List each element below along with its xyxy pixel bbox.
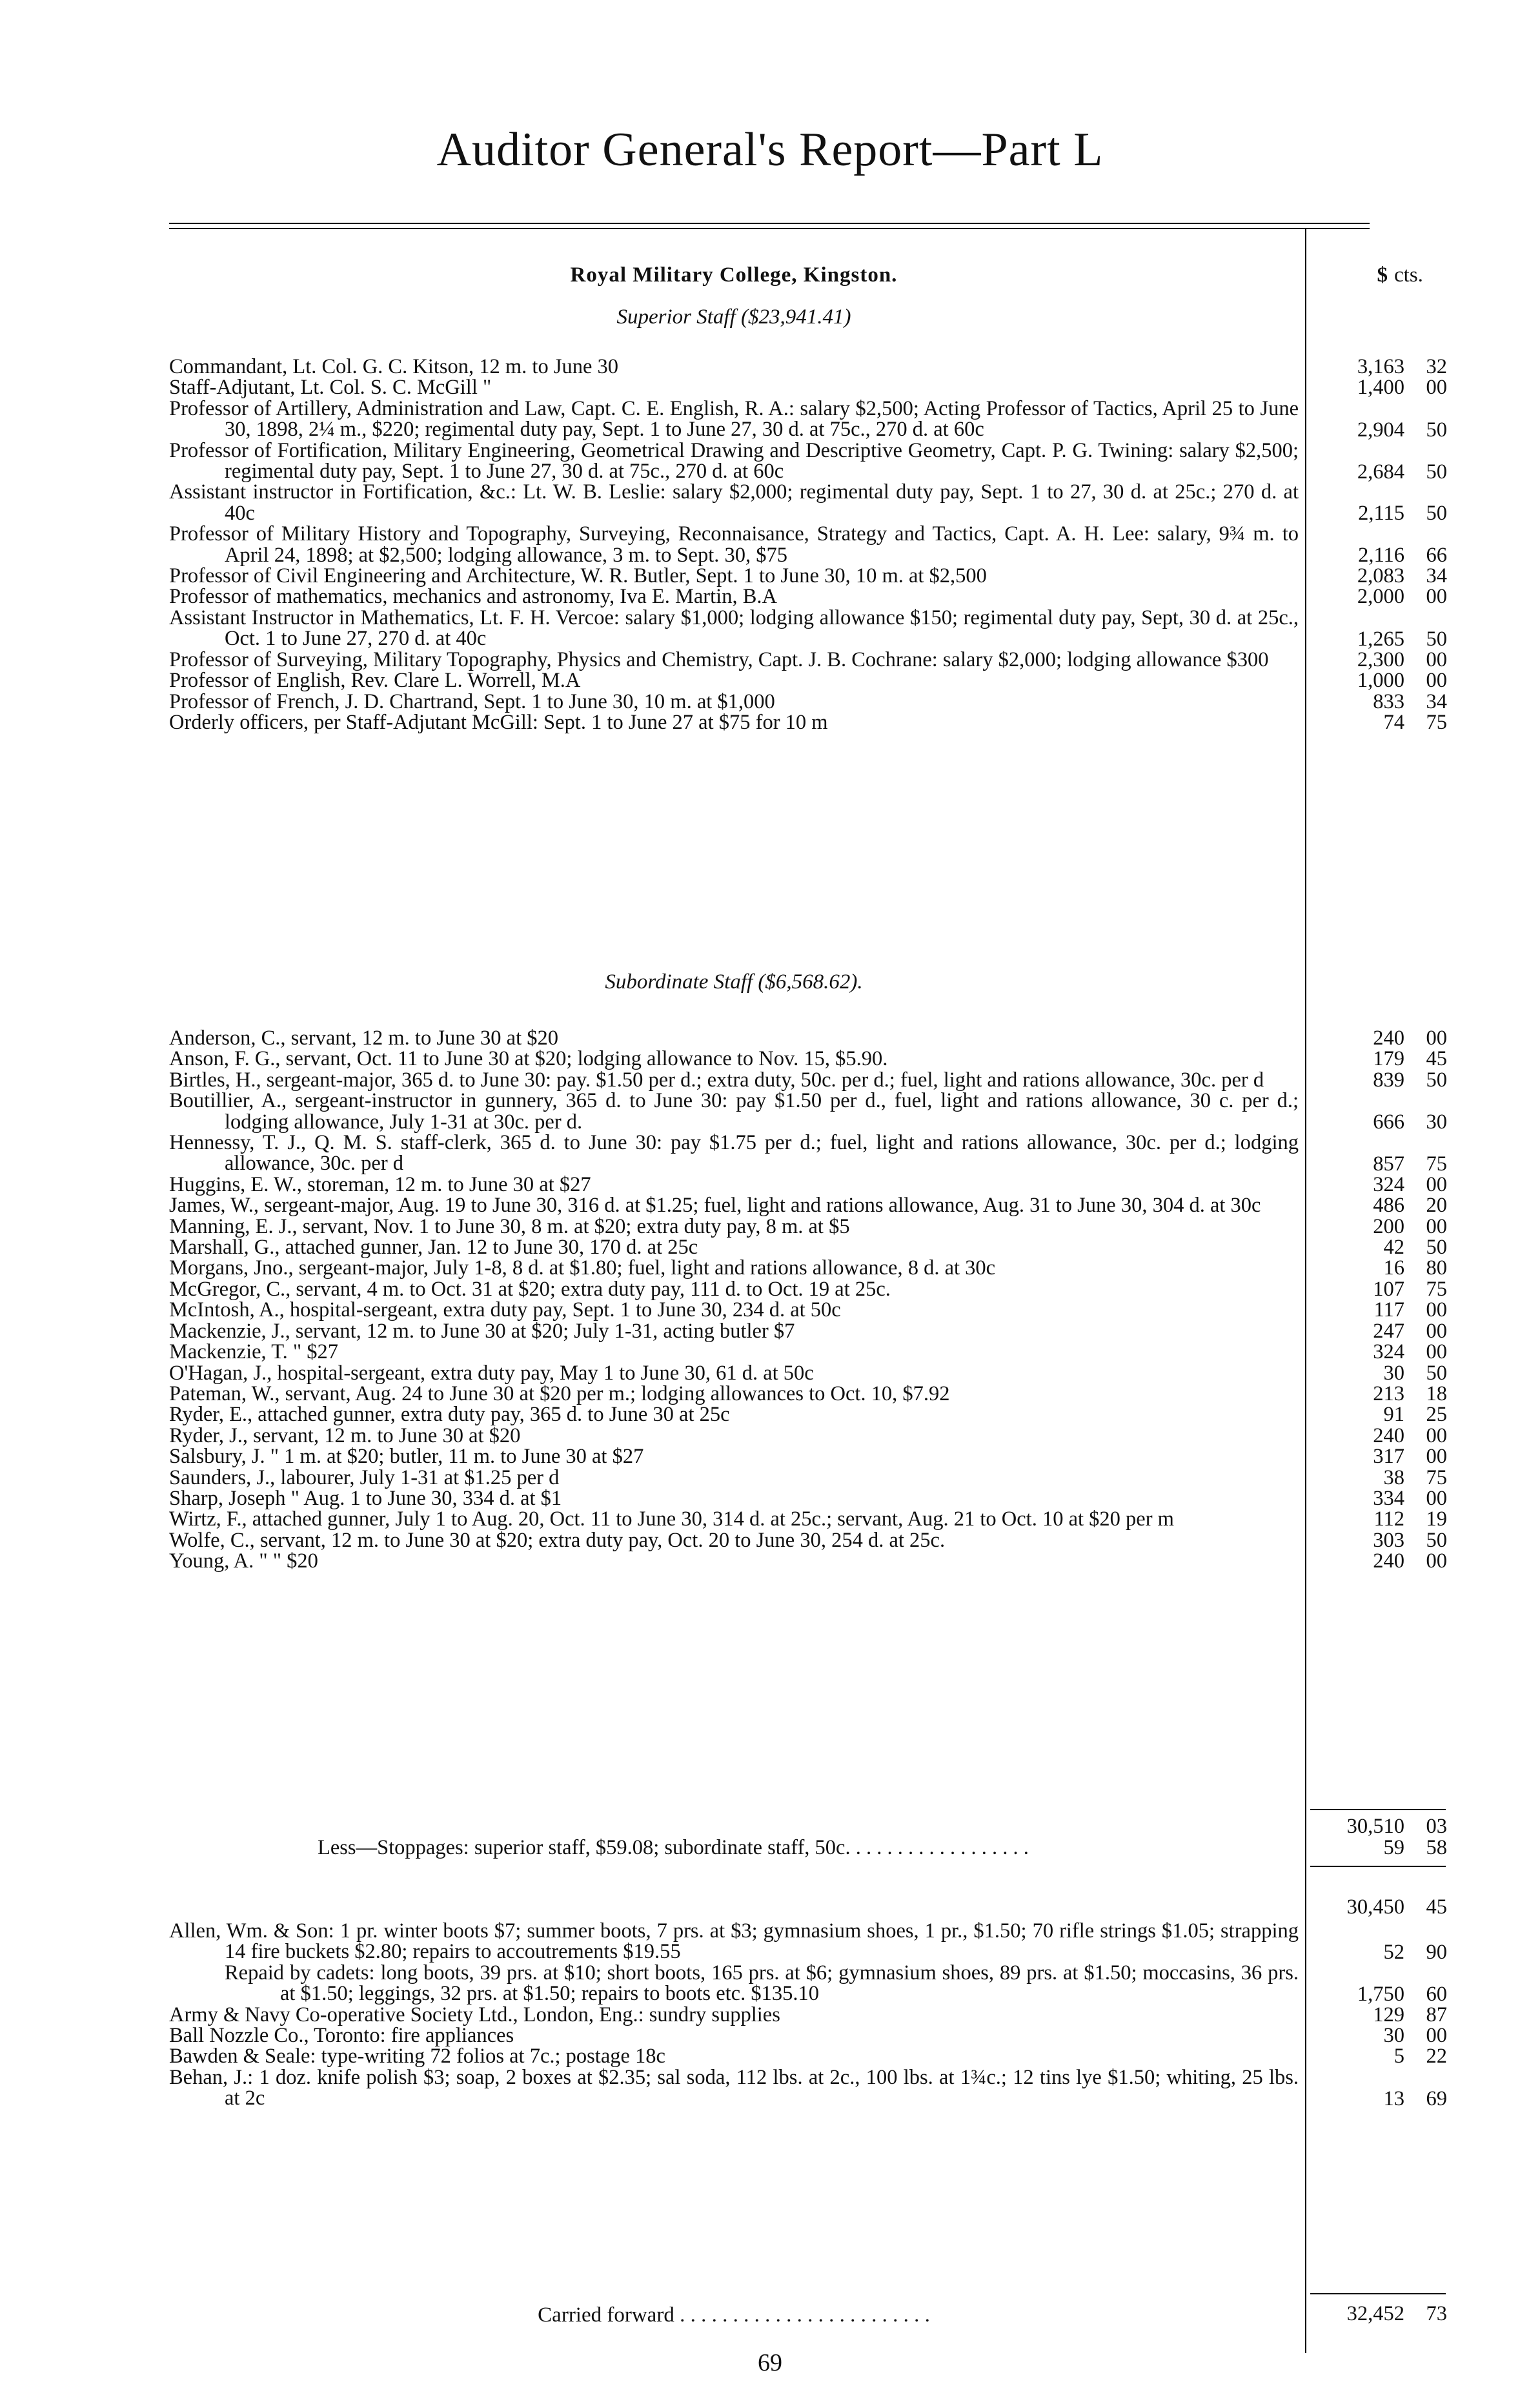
- entry-cents: 00: [1426, 584, 1447, 608]
- entry-amount: [1373, 1425, 1447, 1446]
- entry-amount: [1384, 1942, 1448, 1963]
- ledger-entry: [169, 356, 1299, 377]
- entry-dollars: 2,000: [1357, 584, 1404, 608]
- entry-text: Ball Nozzle Co., Toronto: fire appliances: [169, 2024, 514, 2048]
- entry-dollars: 1,750: [1357, 1982, 1404, 2006]
- entry-dollars: 2,083: [1357, 564, 1404, 587]
- entry-dollars: 1,000: [1357, 668, 1404, 692]
- entry-text: Staff-Adjutant, Lt. Col. S. C. McGill ": [169, 376, 492, 400]
- entry-cents: 50: [1426, 1361, 1447, 1385]
- entry-text: Anson, F. G., servant, Oct. 11 to June 30 at $20; lodging allowance to Nov. 15, $5.90.: [169, 1047, 888, 1071]
- entry-dollars: 833: [1373, 689, 1404, 713]
- entry-cents: 00: [1426, 2023, 1447, 2047]
- entry-amount: [1373, 1551, 1447, 1571]
- entry-dollars: 839: [1373, 1068, 1404, 1092]
- entry-amount: [1357, 462, 1447, 482]
- ledger-entry: [169, 1070, 1299, 1090]
- entry-amount: [1373, 1530, 1447, 1551]
- entry-amount: [1373, 1028, 1447, 1048]
- dot-leader: . . . . . . . . . . . . . . . . . . . . . . . .: [674, 2303, 930, 2327]
- entry-amount: [1358, 503, 1447, 524]
- entry-amount: [1384, 1363, 1448, 1383]
- stoppages-dollars: 59: [1383, 1836, 1404, 1859]
- entry-text: McIntosh, A., hospital-sergeant, extra duty pay, Sept. 1 to June 30, 234 d. at 50c: [169, 1298, 841, 1322]
- subordinate-staff-list: [169, 1028, 1299, 1572]
- entry-text: Professor of mathematics, mechanics and astronomy, Iva E. Martin, B.A: [169, 585, 777, 609]
- entry-amount: [1357, 670, 1447, 691]
- ledger-entry: [169, 1342, 1299, 1362]
- entry-amount: [1373, 1488, 1447, 1509]
- entry-text: Bawden & Seale: type-writing 72 folios at 7c.; postage 18c: [169, 2045, 665, 2068]
- dot-leader: . . . . . . . . . . . . . . . . .: [850, 1836, 1029, 1859]
- entry-text: Allen, Wm. & Son: 1 pr. winter boots $7; summer boots, 7 prs. at $3; gymnasium shoes, 1 pr., $1.50; 70 rifle strings $1.05; strapping 14 fire buckets $2.80; repairs to accoutrements $19.55: [169, 1919, 1299, 1964]
- ledger-entry: [169, 1195, 1299, 1216]
- entry-cents: 66: [1426, 543, 1447, 567]
- entry-amount: [1384, 2088, 1448, 2109]
- ledger-entry: [169, 1048, 1299, 1069]
- entry-cents: 75: [1426, 1465, 1447, 1489]
- entry-cents: 80: [1426, 1256, 1447, 1280]
- subtotal-dollars: 30,510: [1346, 1815, 1404, 1838]
- ledger-entry: [169, 1383, 1299, 1404]
- entry-cents: 00: [1426, 1444, 1447, 1468]
- entry-dollars: 129: [1373, 2003, 1404, 2026]
- entry-cents: 50: [1426, 1235, 1447, 1259]
- entry-amount: [1357, 629, 1447, 649]
- entry-dollars: 200: [1373, 1214, 1404, 1238]
- entry-dollars: 112: [1373, 1507, 1404, 1531]
- entry-amount: [1373, 1446, 1447, 1467]
- ledger-entry: [169, 1321, 1299, 1342]
- net-cents: 45: [1426, 1895, 1447, 1919]
- entry-text: Huggins, E. W., storeman, 12 m. to June 30 at $27: [169, 1172, 591, 1196]
- entry-amount: [1373, 691, 1447, 712]
- entry-cents: 45: [1426, 1046, 1447, 1070]
- entry-dollars: 2,115: [1358, 501, 1404, 525]
- entry-dollars: 1,400: [1357, 375, 1404, 399]
- entry-text: Marshall, G., attached gunner, Jan. 12 to June 30, 170 d. at 25c: [169, 1236, 698, 1260]
- entry-cents: 34: [1426, 564, 1447, 587]
- entry-dollars: 30: [1383, 2023, 1404, 2047]
- entry-cents: 18: [1426, 1382, 1447, 1405]
- entry-dollars: 117: [1373, 1298, 1404, 1321]
- ledger-entry: [169, 440, 1299, 482]
- entry-amount: [1357, 586, 1447, 607]
- entry-dollars: 52: [1383, 1940, 1404, 1964]
- entry-text: Saunders, J., labourer, July 1-31 at $1.25 per d: [169, 1465, 560, 1489]
- entry-cents: 75: [1426, 1277, 1447, 1301]
- entry-dollars: 2,904: [1357, 418, 1404, 442]
- subordinate-staff-subtitle: Subordinate Staff ($6,568.62).: [605, 970, 863, 994]
- entry-cents: 22: [1426, 2044, 1447, 2068]
- entry-cents: 00: [1426, 1549, 1447, 1573]
- ledger-entry: [169, 1258, 1299, 1278]
- entry-text: Mackenzie, T. " $27: [169, 1340, 339, 1364]
- ledger-entry: [169, 586, 1299, 607]
- entry-amount: [1373, 1070, 1447, 1090]
- superior-staff-subtitle: Superior Staff ($23,941.41): [616, 305, 851, 329]
- entry-text: Wirtz, F., attached gunner, July 1 to Aug. 20, Oct. 11 to June 30, 314 d. at 25c.; servant, Aug. 21 to Oct. 10 at $20 per m: [169, 1507, 1174, 1531]
- entry-dollars: 334: [1373, 1486, 1404, 1510]
- entry-amount: [1373, 1321, 1447, 1342]
- entry-text: Morgans, Jno., sergeant-major, July 1-8, 8 d. at $1.80; fuel, light and rations allowance, 8 d. at 30c: [169, 1256, 996, 1280]
- entry-amount: [1373, 1216, 1447, 1237]
- entry-cents: 75: [1426, 1152, 1447, 1176]
- entry-text: Boutillier, A., sergeant-instructor in gunnery, 365 d. to June 30: pay $1.50 per d., fuel, light and rations allowance, 30 c. per d.; lodging allowance, July 1-31 at 30c. per d.: [169, 1089, 1299, 1134]
- entry-text: O'Hagan, J., hospital-sergeant, extra duty pay, May 1 to June 30, 61 d. at 50c: [169, 1361, 814, 1385]
- entry-cents: 20: [1426, 1193, 1447, 1217]
- ledger-entry: [169, 607, 1299, 649]
- entry-amount: [1358, 545, 1447, 566]
- entry-text: Professor of Civil Engineering and Architecture, W. R. Butler, Sept. 1 to June 30, 10 m. at $2,500: [169, 564, 987, 588]
- entry-dollars: 3,163: [1357, 354, 1404, 378]
- entry-amount: [1384, 1237, 1448, 1258]
- entry-text: Professor of Fortification, Military Engineering, Geometrical Drawing and Descriptive Geometry, Capt. P. G. Twining: salary $2,500; regimental duty pay, Sept. 1 to June 27, 30 d. at 75c., 270 d. at 60c: [169, 438, 1299, 484]
- entry-cents: 50: [1426, 501, 1447, 525]
- entry-dollars: 324: [1373, 1172, 1404, 1196]
- ledger-entry: [169, 1028, 1299, 1048]
- carried-forward-row: [169, 2303, 1299, 2327]
- entry-text: Young, A. " " $20: [169, 1549, 318, 1573]
- ledger-entry: [169, 691, 1299, 712]
- entry-amount: [1357, 377, 1447, 398]
- ledger-entry: [169, 482, 1299, 524]
- entry-text: Salsbury, J. " 1 m. at $20; butler, 11 m. to June 30 at $27: [169, 1445, 644, 1469]
- header-rule-top: [169, 223, 1370, 224]
- entry-text: Professor of Military History and Topography, Surveying, Reconnaisance, Strategy and Tactics, Capt. A. H. Lee: salary, 9¾ m. to April 24, 1898; at $2,500; lodging allowance, 3 m. to Sept. 30, $75: [169, 522, 1299, 567]
- entry-amount: [1373, 1300, 1447, 1320]
- entry-amount: [1357, 420, 1447, 440]
- entry-cents: 00: [1426, 1214, 1447, 1238]
- entry-cents: 00: [1426, 648, 1447, 671]
- entry-cents: 00: [1426, 1340, 1447, 1363]
- entry-text: Army & Navy Co-operative Society Ltd., London, Eng.: sundry supplies: [169, 2003, 780, 2026]
- entry-dollars: 16: [1383, 1256, 1404, 1280]
- entry-text: Mackenzie, J., servant, 12 m. to June 30 at $20; July 1-31, acting butler $7: [169, 1319, 795, 1343]
- entry-dollars: 13: [1383, 2087, 1404, 2110]
- entry-amount: [1373, 1279, 1447, 1300]
- entry-cents: 60: [1426, 1982, 1447, 2006]
- ledger-entry: [169, 2025, 1299, 2046]
- ledger-entry: [169, 1921, 1299, 1963]
- entry-amount: [1373, 2005, 1447, 2025]
- entry-amount: [1373, 1048, 1447, 1069]
- entry-amount: [1357, 649, 1447, 670]
- carried-rule: [1310, 2293, 1446, 2294]
- entry-cents: 00: [1426, 1423, 1447, 1447]
- entry-cents: 50: [1426, 1068, 1447, 1092]
- entry-text: Birtles, H., sergeant-major, 365 d. to June 30: pay. $1.50 per d.; extra duty, 50c. per d.; fuel, light and rations allowance, 30c. per d: [169, 1068, 1264, 1092]
- ledger-entry: [169, 670, 1299, 691]
- ledger-entry: [169, 2005, 1299, 2025]
- ledger-entry: [169, 1509, 1299, 1529]
- entry-dollars: 317: [1373, 1444, 1404, 1468]
- entry-cents: 25: [1426, 1402, 1447, 1426]
- entry-amount: [1357, 1984, 1447, 2005]
- superior-staff-list: [169, 356, 1299, 733]
- carried-cents: 73: [1426, 2302, 1447, 2325]
- entry-text: Assistant instructor in Fortification, &c.: Lt. W. B. Leslie: salary $2,000; regimental duty pay, Sept. 1 to 27, 30 d. at 25c.; 270 d. at 40c: [169, 480, 1299, 525]
- entry-dollars: 486: [1373, 1193, 1404, 1217]
- entry-cents: 00: [1426, 1486, 1447, 1510]
- ledger-entry: [169, 2046, 1299, 2066]
- entry-dollars: 2,300: [1357, 648, 1404, 671]
- entry-amount: [1373, 1174, 1447, 1195]
- entry-amount: [1384, 1258, 1448, 1278]
- entry-dollars: 240: [1373, 1423, 1404, 1447]
- ledger-entry: [169, 649, 1299, 670]
- entry-text: Anderson, C., servant, 12 m. to June 30 at $20: [169, 1026, 558, 1050]
- entry-dollars: 1,265: [1357, 627, 1404, 651]
- entry-dollars: 324: [1373, 1340, 1404, 1363]
- entry-cents: 00: [1426, 1026, 1447, 1050]
- subtotal-rule: [1310, 1809, 1446, 1810]
- ledger-entry: [169, 1279, 1299, 1300]
- entry-cents: 00: [1426, 375, 1447, 399]
- entry-amount: [1373, 1509, 1447, 1529]
- ledger-entry: [169, 1488, 1299, 1509]
- amount-column-rule: [1305, 229, 1306, 2353]
- stoppages-cents: 58: [1426, 1836, 1447, 1859]
- entry-text: Manning, E. J., servant, Nov. 1 to June 30, 8 m. at $20; extra duty pay, 8 m. at $5: [169, 1214, 850, 1238]
- entry-dollars: 91: [1383, 1402, 1404, 1426]
- entry-cents: 75: [1426, 710, 1447, 734]
- entry-dollars: 240: [1373, 1549, 1404, 1573]
- entry-text: Professor of English, Rev. Clare L. Worrell, M.A: [169, 669, 581, 693]
- net-rule: [1310, 1866, 1446, 1867]
- stoppages-text: Less—Stoppages: superior staff, $59.08; subordinate staff, 50c.: [318, 1836, 851, 1859]
- entry-dollars: 5: [1393, 2044, 1404, 2068]
- entry-text: Wolfe, C., servant, 12 m. to June 30 at $20; extra duty pay, Oct. 20 to June 30, 254 d. at 25c.: [169, 1528, 946, 1552]
- entry-dollars: 303: [1373, 1528, 1404, 1552]
- entry-amount: [1384, 2025, 1448, 2046]
- entry-cents: 50: [1426, 460, 1447, 484]
- entry-dollars: 107: [1373, 1277, 1404, 1301]
- section-title: Royal Military College, Kingston.: [570, 263, 898, 287]
- ledger-entry: [169, 1530, 1299, 1551]
- ledger-entry: [169, 1132, 1299, 1174]
- header-rule-bottom: [169, 228, 1370, 229]
- entry-cents: 19: [1426, 1507, 1447, 1531]
- entry-amount: [1373, 1342, 1447, 1362]
- subtotal-cents: 03: [1426, 1815, 1447, 1838]
- dollars-column-header: $: [1377, 263, 1388, 287]
- ledger-entry: [169, 1300, 1299, 1320]
- ledger-entry: [169, 1237, 1299, 1258]
- ledger-entry: [169, 712, 1299, 733]
- entry-cents: 90: [1426, 1940, 1447, 1964]
- entry-text: McGregor, C., servant, 4 m. to Oct. 31 at $20; extra duty pay, 111 d. to Oct. 19 at 25c.: [169, 1277, 891, 1301]
- ledger-entry: [169, 1363, 1299, 1383]
- entry-text: Commandant, Lt. Col. G. C. Kitson, 12 m. to June 30: [169, 355, 619, 378]
- stoppages-row: [169, 1837, 1299, 1858]
- ledger-entry: [169, 1425, 1299, 1446]
- other-expenses-list: [169, 1921, 1299, 2109]
- entry-cents: 00: [1426, 1298, 1447, 1321]
- entry-cents: 00: [1426, 1172, 1447, 1196]
- entry-text: Professor of Artillery, Administration and Law, Capt. C. E. English, R. A.: salary $2,500; Acting Professor of Tactics, April 25 to June 30, 1898, 2¼ m., $220; regimental duty pay, Sept. 1 to June 27, 30 d. at 75c., 270 d. at 60c: [169, 396, 1299, 442]
- entry-cents: 50: [1426, 1528, 1447, 1552]
- ledger-entry: [169, 1174, 1299, 1195]
- page-title: Auditor General's Report—Part L: [436, 123, 1104, 176]
- entry-amount: [1357, 356, 1447, 377]
- cents-column-header: cts.: [1394, 263, 1423, 287]
- entry-amount: [1373, 1112, 1447, 1132]
- entry-amount: [1384, 1404, 1448, 1425]
- entry-cents: 50: [1426, 418, 1447, 442]
- entry-dollars: 666: [1373, 1110, 1404, 1134]
- entry-text: Professor of Surveying, Military Topography, Physics and Chemistry, Capt. J. B. Cochrane: salary $2,000; lodging allowance $300: [169, 648, 1269, 671]
- entry-text: Orderly officers, per Staff-Adjutant McGill: Sept. 1 to June 27 at $75 for 10 m: [169, 710, 828, 734]
- ledger-entry: [169, 1404, 1299, 1425]
- entry-text: Professor of French, J. D. Chartrand, Sept. 1 to June 30, 10 m. at $1,000: [169, 689, 775, 713]
- entry-dollars: 2,684: [1357, 460, 1404, 484]
- entry-amount: [1384, 712, 1448, 733]
- entry-text: Behan, J.: 1 doz. knife polish $3; soap, 2 boxes at $2.35; sal soda, 112 lbs. at 2c., 100 lbs. at 1¾c.; 12 tins lye $1.50; whiting, 25 lbs. at 2c: [169, 2065, 1299, 2110]
- entry-dollars: 857: [1373, 1152, 1404, 1176]
- entry-dollars: 247: [1373, 1319, 1404, 1343]
- entry-text: Assistant Instructor in Mathematics, Lt. F. H. Vercoe: salary $1,000; lodging allowance $150; regimental duty pay, Sept, 30 d. at 25c., Oct. 1 to June 27, 270 d. at 40c: [169, 606, 1299, 651]
- ledger-entry: [169, 1216, 1299, 1237]
- entry-text: Pateman, W., servant, Aug. 24 to June 30 at $20 per m.; lodging allowances to Oct. 10, $7.92: [169, 1382, 950, 1405]
- entry-text: Ryder, J., servant, 12 m. to June 30 at $20: [169, 1423, 521, 1447]
- entry-cents: 50: [1426, 627, 1447, 651]
- entry-text: Ryder, E., attached gunner, extra duty pay, 365 d. to June 30 at 25c: [169, 1403, 730, 1427]
- entry-dollars: 30: [1383, 1361, 1404, 1385]
- entry-amount: [1373, 1383, 1447, 1404]
- entry-text: Sharp, Joseph " Aug. 1 to June 30, 334 d. at $1: [169, 1486, 562, 1510]
- entry-cents: 32: [1426, 354, 1447, 378]
- entry-dollars: 179: [1373, 1046, 1404, 1070]
- entry-dollars: 213: [1373, 1382, 1404, 1405]
- ledger-entry: [169, 2067, 1299, 2109]
- ledger-entry: [169, 398, 1299, 440]
- net-dollars: 30,450: [1346, 1895, 1404, 1919]
- ledger-entry: [169, 1446, 1299, 1467]
- entry-amount: [1357, 566, 1447, 586]
- entry-dollars: 2,116: [1358, 543, 1404, 567]
- entry-amount: [1373, 1154, 1447, 1174]
- entry-dollars: 240: [1373, 1026, 1404, 1050]
- ledger-entry: [169, 1467, 1299, 1488]
- entry-cents: 87: [1426, 2003, 1447, 2026]
- page-number: 69: [758, 2349, 782, 2376]
- ledger-entry: [169, 1551, 1299, 1571]
- entry-dollars: 74: [1383, 710, 1404, 734]
- entry-text: Hennessy, T. J., Q. M. S. staff-clerk, 365 d. to June 30: pay $1.75 per d.; fuel, light and rations allowance, 30c. per d.; lodging allowance, 30c. per d: [169, 1131, 1299, 1176]
- entry-cents: 00: [1426, 1319, 1447, 1343]
- entry-text: James, W., sergeant-major, Aug. 19 to June 30, 316 d. at $1.25; fuel, light and rations allowance, Aug. 31 to June 30, 304 d. at 30c: [169, 1194, 1261, 1218]
- entry-amount: [1394, 2046, 1447, 2066]
- entry-cents: 00: [1426, 668, 1447, 692]
- carried-dollars: 32,452: [1346, 2302, 1404, 2325]
- ledger-entry: [169, 524, 1299, 566]
- entry-amount: [1373, 1195, 1447, 1216]
- entry-cents: 69: [1426, 2087, 1447, 2110]
- entry-cents: 34: [1426, 689, 1447, 713]
- carried-forward-label: Carried forward: [538, 2303, 674, 2327]
- entry-amount: [1384, 1467, 1448, 1488]
- ledger-entry: [169, 1963, 1299, 2005]
- entry-dollars: 38: [1383, 1465, 1404, 1489]
- ledger-entry: [169, 1090, 1299, 1132]
- entry-cents: 30: [1426, 1110, 1447, 1134]
- ledger-entry: [169, 377, 1299, 398]
- entry-dollars: 42: [1383, 1235, 1404, 1259]
- ledger-entry: [169, 566, 1299, 586]
- entry-text: Repaid by cadets: long boots, 39 prs. at $10; short boots, 165 prs. at $6; gymnasium shoes, 89 prs. at $1.50; moccasins, 36 prs. at $1.50; leggings, 32 prs. at $1.50; repairs to boots etc. $135.10: [225, 1961, 1299, 2006]
